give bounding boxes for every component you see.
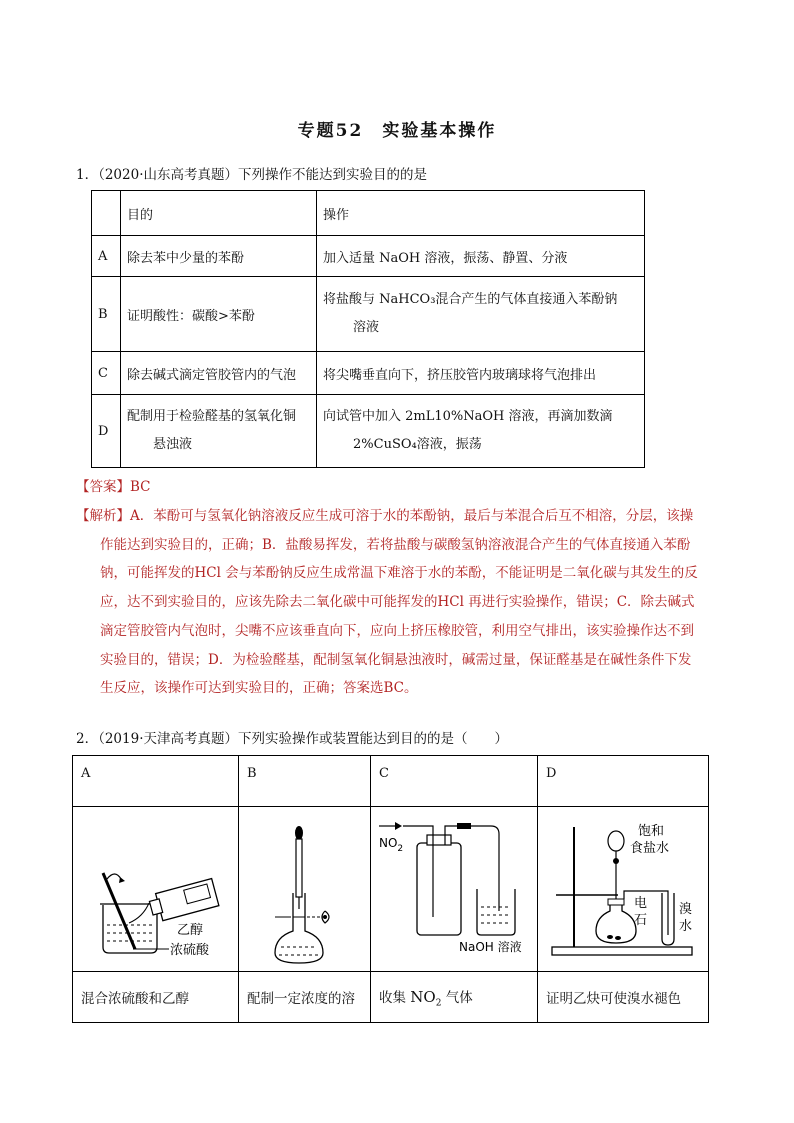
table-header-row (92, 191, 645, 236)
analysis-tag: 【解析】 (76, 508, 130, 524)
row-operation-line: 将盐酸与 NaHCO₃混合产生的气体直接通入苯酚钠 (323, 292, 618, 307)
label-naoh: NaOH 溶液 (459, 940, 522, 954)
dropper-icon (296, 839, 302, 897)
gas-bottle-icon (417, 843, 461, 935)
gas-collection-diagram (371, 807, 537, 967)
option-label: C (371, 756, 538, 807)
row-purpose-line: 配制用于检验醛基的氢氧化铜 (127, 409, 297, 424)
analysis-line: 生反应，该操作可达到实验目的，正确；答案选BC。 (100, 680, 418, 697)
option-d-figure (538, 807, 709, 972)
beaker-mixing-diagram (73, 807, 238, 967)
row-operation: 加入适量 NaOH 溶液，振荡、静置、分液 (317, 236, 645, 277)
answer-tag: 【答案】 (76, 479, 130, 495)
row-label: A (92, 236, 121, 277)
option-label: D (538, 756, 709, 807)
answer-value: BC (130, 479, 151, 495)
volumetric-flask-diagram (239, 807, 370, 967)
option-caption: 配制一定浓度的溶 (239, 972, 371, 1023)
analysis-line: A．苯酚可与氢氧化钠溶液反应生成可溶于水的苯酚钠，最后与苯混合后互不相溶，分层，该操 (130, 508, 694, 524)
question-text: 下列实验操作或装置能达到目的的是（ ） (238, 731, 508, 747)
label-ethanol: 乙醇 (177, 923, 204, 938)
question-2-table (72, 755, 709, 1023)
label-carbide-2: 石 (634, 913, 648, 928)
stir-arrow-icon (107, 874, 121, 879)
page-title: 专题52 实验基本操作 (297, 121, 497, 141)
beaker-icon (103, 905, 157, 953)
question-number: 1． (76, 167, 99, 183)
glass-rod-icon (103, 873, 135, 949)
option-b-figure (239, 807, 371, 972)
row-purpose: 证明酸性：碳酸>苯酚 (121, 277, 317, 352)
label-no2: $NO_2$ (379, 836, 404, 854)
row-operation (317, 395, 645, 468)
reagent-bottle-icon (148, 879, 219, 923)
row-operation-line: 向试管中加入 2mL10%NaOH 溶液，再滴加数滴 (323, 409, 613, 424)
option-caption: 混合浓硫酸和乙醇 (73, 972, 239, 1023)
option-label: B (239, 756, 371, 807)
arrow-icon (395, 822, 402, 830)
row-label: D (92, 395, 121, 468)
label-bromine-2: 水 (679, 919, 693, 934)
row-operation (317, 277, 645, 352)
acetylene-apparatus-diagram (538, 807, 708, 967)
table-header-cell: 目的 (121, 191, 317, 236)
row-purpose: 除去苯中少量的苯酚 (121, 236, 317, 277)
analysis-line: 钠，可能挥发的HCl 会与苯酚钠反应生成常温下难溶于水的苯酚，不能证明是二氧化碳与其发生的反 (100, 565, 698, 582)
option-label-row (73, 756, 709, 807)
option-figure-row (73, 807, 709, 972)
table-header-cell (92, 191, 121, 236)
row-operation-line: 2%CuSO₄溶液，振荡 (353, 437, 482, 452)
answer-line (76, 475, 151, 495)
analysis-line: 实验目的，错误；D．为检验醛基，配制氢氧化铜悬浊液时，碱需过量，保证醛基是在碱性条件下发 (100, 651, 692, 668)
table-row (92, 395, 645, 468)
analysis-line: 应，达不到实验目的，应该先除去二氧化碳中可能挥发的HCl 再进行实验操作，错误；C．除去碱式 (100, 594, 695, 611)
analysis-line: 作能达到实验目的，正确；B．盐酸易挥发，若将盐酸与碳酸氢钠溶液混合产生的气体直接通入苯酚 (100, 536, 691, 553)
table-row (92, 277, 645, 352)
analysis-block (76, 502, 716, 703)
row-operation: 将尖嘴垂直向下，挤压胶管内玻璃球将气泡排出 (317, 352, 645, 395)
label-brine: 食盐水 (630, 841, 670, 856)
table-row (92, 236, 645, 277)
question-source: （2020·山东高考真题） (98, 167, 238, 183)
question-text: 下列操作不能达到实验目的的是 (238, 167, 427, 183)
label-saturated: 饱和 (638, 824, 665, 839)
row-label: B (92, 277, 121, 352)
question-number: 2． (76, 731, 99, 747)
question-1-table (91, 190, 645, 468)
label-bromine-1: 溴 (679, 902, 693, 917)
row-purpose: 除去碱式滴定管胶管内的气泡 (121, 352, 317, 395)
option-a-figure (73, 807, 239, 972)
row-label: C (92, 352, 121, 395)
analysis-line: 滴定管胶管内气泡时，尖嘴不应该垂直向下，应向上挤压橡胶管，利用空气排出，该实验操作达不到 (100, 622, 694, 639)
table-row (92, 352, 645, 395)
dropper-bulb-icon (295, 826, 303, 840)
option-c-figure (371, 807, 538, 972)
beaker-icon (477, 889, 515, 935)
row-purpose-line: 悬浊液 (153, 437, 193, 452)
table-header-cell: 操作 (317, 191, 645, 236)
question-1-stem (76, 165, 427, 185)
row-operation-line: 溶液 (353, 320, 380, 335)
option-label: A (73, 756, 239, 807)
option-caption: 收集 $NO_2$ 气体 (371, 972, 538, 1023)
separatory-funnel-icon (608, 831, 624, 851)
question-source: （2019·天津高考真题） (98, 731, 238, 747)
option-caption-row (73, 972, 709, 1023)
question-2-stem (76, 729, 508, 749)
row-purpose (121, 395, 317, 468)
label-carbide-1: 电 (634, 896, 648, 911)
option-caption: 证明乙炔可使溴水褪色 (538, 972, 709, 1023)
label-sulfuric-acid: 浓硫酸 (170, 943, 210, 958)
